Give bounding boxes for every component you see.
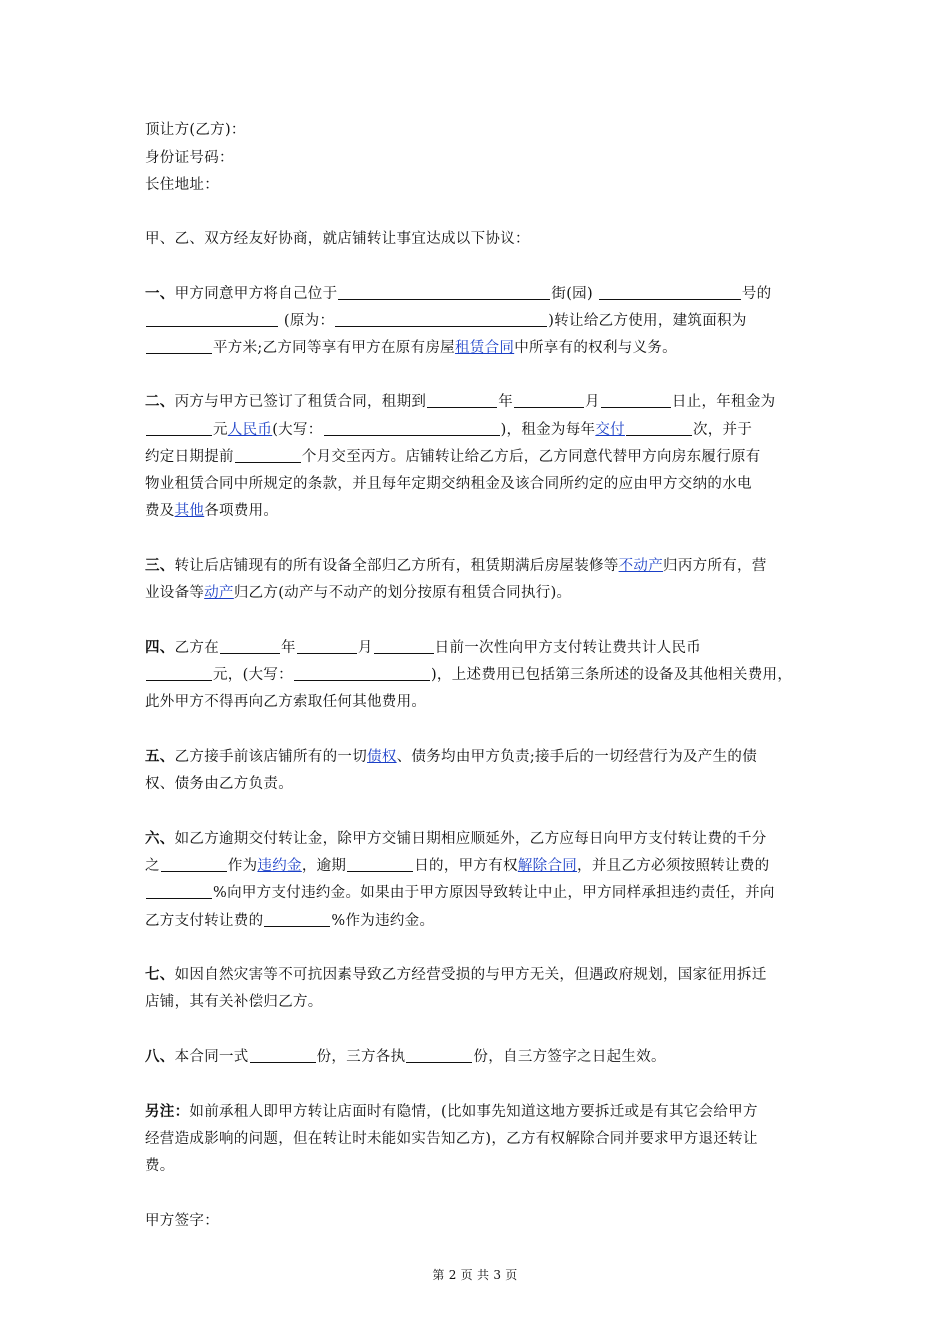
clause-6-line-4: 乙方支付转让费的 %作为违约金。 [145, 913, 435, 929]
blank-field[interactable] [235, 448, 301, 463]
blank-field[interactable] [514, 393, 584, 408]
clause-2-line-4: 物业租赁合同中所规定的条款，并且每年定期交纳租金及该合同所约定的应由甲方交纳的水电 [145, 476, 752, 492]
blank-field[interactable] [146, 421, 212, 436]
page-footer: 第 2 页 共 3 页 [432, 1268, 518, 1282]
note-line-3: 费。 [145, 1158, 175, 1174]
clause-2-line-1: 二、丙方与甲方已签订了租赁合同，租期到 年 月 日止，年租金为 [145, 393, 776, 410]
clause-7-line-2: 店铺，其有关补偿归乙方。 [145, 994, 323, 1010]
blank-field[interactable] [427, 393, 497, 408]
blank-field[interactable] [599, 285, 741, 300]
clause-8-line-1: 八、本合同一式 份，三方各执 份，自三方签字之日起生效。 [145, 1048, 666, 1065]
blank-field[interactable] [294, 666, 430, 681]
clause-7-number: 七、 [145, 966, 175, 983]
blank-field[interactable] [250, 1048, 316, 1063]
blank-field[interactable] [297, 639, 357, 654]
note-label: 另注： [145, 1103, 190, 1120]
real-estate-link[interactable]: 不动产 [618, 558, 664, 574]
clause-5-line-1: 五、乙方接手前该店铺所有的一切债权、债务均由甲方负责;接手后的一切经营行为及产生的债 [145, 748, 758, 765]
creditor-rights-link[interactable]: 债权 [367, 749, 397, 765]
blank-field[interactable] [161, 857, 227, 872]
blank-field[interactable] [146, 339, 212, 354]
blank-field[interactable] [626, 421, 692, 436]
blank-field[interactable] [338, 285, 550, 300]
other-link[interactable]: 其他 [174, 503, 205, 519]
clause-1-number: 一、 [145, 285, 175, 302]
clause-8-number: 八、 [145, 1048, 175, 1065]
blank-field[interactable] [374, 639, 434, 654]
clause-2-number: 二、 [145, 393, 175, 410]
blank-field[interactable] [324, 421, 500, 436]
clause-6-line-3: %向甲方支付违约金。如果由于甲方原因导致转让中止，甲方同样承担违约责任，并向 [145, 881, 775, 902]
blank-field[interactable] [146, 884, 212, 899]
blank-field[interactable] [146, 666, 212, 681]
intro-text: 甲、乙、双方经友好协商，就店铺转让事宜达成以下协议： [145, 231, 530, 247]
blank-field[interactable] [601, 393, 671, 408]
clause-5-number: 五、 [145, 748, 175, 765]
rental-contract-link[interactable]: 租赁合同 [454, 340, 515, 356]
blank-field[interactable] [335, 312, 547, 327]
blank-field[interactable] [406, 1048, 472, 1063]
clause-2-line-3: 约定日期提前 个月交至丙方。店铺转让给乙方后，乙方同意代替甲方向房东履行原有 [145, 449, 761, 465]
blank-field[interactable] [264, 912, 330, 927]
current-page-number: 2 [448, 1268, 457, 1282]
assignee-label: 顶让方(乙方)： [145, 122, 246, 138]
clause-1-line-1: 一、甲方同意甲方将自己位于 街(园) 号的 [145, 285, 772, 302]
clause-3-line-1: 三、转让后店铺现有的所有设备全部归乙方所有，租赁期满后房屋装修等不动产归丙方所有，营 [145, 557, 767, 574]
blank-field[interactable] [347, 857, 413, 872]
clause-6-line-2: 之 作为违约金，逾期 日的，甲方有权解除合同，并且乙方必须按照转让费的 [145, 858, 770, 874]
clause-1-line-2: (原为： )转让给乙方使用，建筑面积为 [145, 309, 747, 330]
clause-2-line-2: 元人民币(大写： )，租金为每年交付 次，并于 [145, 418, 752, 439]
payment-link[interactable]: 交付 [595, 422, 625, 438]
terminate-contract-link[interactable]: 解除合同 [517, 858, 578, 874]
movable-property-link[interactable]: 动产 [204, 585, 234, 601]
clause-3-line-2: 业设备等动产归乙方(动产与不动产的划分按原有租赁合同执行)。 [145, 585, 572, 601]
party-a-signature-label: 甲方签字： [145, 1213, 219, 1229]
total-page-number: 3 [493, 1268, 502, 1282]
note-line-1: 另注：如前承租人即甲方转让店面时有隐情，(比如事先知道这地方要拆迁或是有其它会给甲方 [145, 1103, 758, 1120]
blank-field[interactable] [220, 639, 280, 654]
penalty-link[interactable]: 违约金 [257, 858, 302, 874]
clause-6-line-1: 六、如乙方逾期交付转让金，除甲方交铺日期相应顺延外，乙方应每日向甲方支付转让费的千分 [145, 830, 767, 847]
rmb-link[interactable]: 人民币 [227, 422, 273, 438]
clause-1-line-3: 平方米;乙方同等享有甲方在原有房屋租赁合同中所享有的权利与义务。 [145, 336, 677, 357]
clause-4-line-3: 此外甲方不得再向乙方索取任何其他费用。 [145, 694, 427, 710]
clause-6-number: 六、 [145, 830, 175, 847]
clause-2-line-5: 费及其他各项费用。 [145, 503, 279, 519]
clause-5-line-2: 权、债务由乙方负责。 [145, 776, 293, 792]
blank-field[interactable] [146, 312, 278, 327]
clause-4-number: 四、 [145, 639, 175, 656]
clause-7-line-1: 七、如因自然灾害等不可抗因素导致乙方经营受损的与甲方无关，但遇政府规划，国家征用拆迁 [145, 966, 767, 983]
clause-3-number: 三、 [145, 557, 175, 574]
id-number-label: 身份证号码： [145, 150, 234, 166]
clause-4-line-2: 元，(大写： )，上述费用已包括第三条所述的设备及其他相关费用， [145, 663, 792, 684]
clause-4-line-1: 四、乙方在 年 月 日前一次性向甲方支付转让费共计人民币 [145, 639, 702, 656]
note-line-2: 经营造成影响的问题，但在转让时未能如实告知乙方)，乙方有权解除合同并要求甲方退还转让 [145, 1131, 758, 1147]
address-label: 长住地址： [145, 177, 219, 193]
